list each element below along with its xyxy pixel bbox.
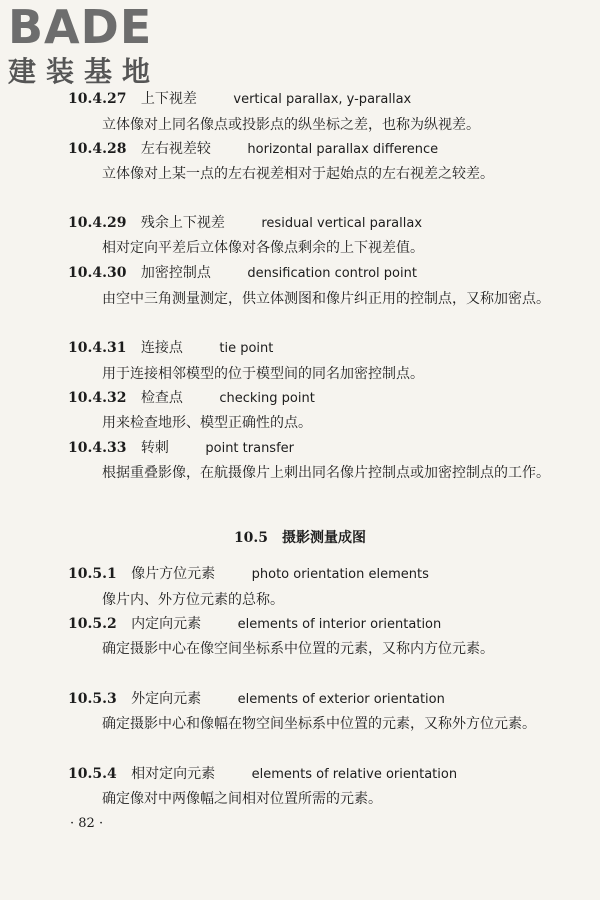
term-number: 10.4.30	[68, 265, 127, 281]
term-definition: 用于连接相邻模型的位于模型间的同名加密控制点。	[102, 366, 424, 382]
term-number: 10.4.27	[68, 91, 127, 107]
term-definition: 相对定向平差后立体像对各像点剩余的上下视差值。	[102, 240, 424, 256]
term-english: point transfer	[205, 441, 295, 456]
term-heading	[68, 437, 294, 459]
term-english: vertical parallax, y-parallax	[233, 92, 412, 107]
term-heading	[68, 138, 438, 160]
term-chinese: 内定向元素	[131, 616, 202, 632]
term-number: 10.4.29	[68, 215, 127, 231]
term-english: checking point	[219, 391, 315, 406]
term-chinese: 加密控制点	[140, 265, 211, 281]
term-chinese: 转刺	[140, 440, 169, 456]
term-chinese: 左右视差较	[140, 141, 211, 157]
logo-wordmark: BADE	[8, 0, 153, 54]
term-number: 10.5.4	[68, 766, 117, 782]
term-chinese: 检查点	[140, 390, 183, 406]
term-english: photo orientation elements	[251, 567, 429, 582]
term-heading	[68, 262, 417, 284]
page-number: · 82 ·	[70, 816, 104, 831]
term-english: elements of exterior orientation	[237, 692, 445, 707]
term-number: 10.5.2	[68, 616, 117, 632]
term-definition: 根据重叠影像，在航摄像片上刺出同名像片控制点或加密控制点的工作。	[102, 465, 550, 481]
term-definition: 确定像对中两像幅之间相对位置所需的元素。	[102, 791, 382, 807]
term-number: 10.4.33	[68, 440, 127, 456]
term-english: residual vertical parallax	[261, 216, 423, 231]
term-chinese: 上下视差	[140, 91, 197, 107]
term-heading	[68, 212, 422, 234]
term-heading	[68, 88, 411, 110]
term-definition: 像片内、外方位元素的总称。	[102, 592, 284, 608]
term-number: 10.4.28	[68, 141, 127, 157]
term-heading	[68, 688, 445, 710]
term-heading	[68, 337, 273, 359]
term-heading	[68, 387, 315, 409]
term-definition: 由空中三角测量测定，供立体测图和像片纠正用的控制点，又称加密点。	[102, 291, 550, 307]
term-english: elements of interior orientation	[237, 617, 442, 632]
term-definition: 用来检查地形、模型正确性的点。	[102, 415, 312, 431]
term-definition: 立体像对上同名像点或投影点的纵坐标之差，也称为纵视差。	[102, 117, 480, 133]
term-chinese: 相对定向元素	[131, 766, 216, 782]
term-number: 10.5.3	[68, 691, 117, 707]
term-english: elements of relative orientation	[251, 767, 458, 782]
term-definition: 立体像对上某一点的左右视差相对于起始点的左右视差之较差。	[102, 166, 494, 182]
logo-subtitle: 建装基地	[8, 55, 161, 88]
term-english: horizontal parallax difference	[247, 142, 439, 157]
term-number: 10.4.31	[68, 340, 127, 356]
term-chinese: 外定向元素	[131, 691, 202, 707]
term-heading	[68, 563, 429, 585]
term-definition: 确定摄影中心在像空间坐标系中位置的元素，又称内方位元素。	[102, 641, 494, 657]
term-english: tie point	[219, 341, 274, 356]
section-title: 10.5 摄影测量成图	[233, 530, 367, 546]
term-chinese: 像片方位元素	[131, 566, 216, 582]
term-chinese: 连接点	[140, 340, 183, 356]
brand-logo	[8, 2, 180, 92]
term-chinese: 残余上下视差	[140, 215, 225, 231]
term-definition: 确定摄影中心和像幅在物空间坐标系中位置的元素，又称外方位元素。	[102, 716, 536, 732]
term-english: densification control point	[247, 266, 417, 281]
term-number: 10.5.1	[68, 566, 117, 582]
term-number: 10.4.32	[68, 390, 127, 406]
term-heading	[68, 613, 441, 635]
term-heading	[68, 763, 457, 785]
